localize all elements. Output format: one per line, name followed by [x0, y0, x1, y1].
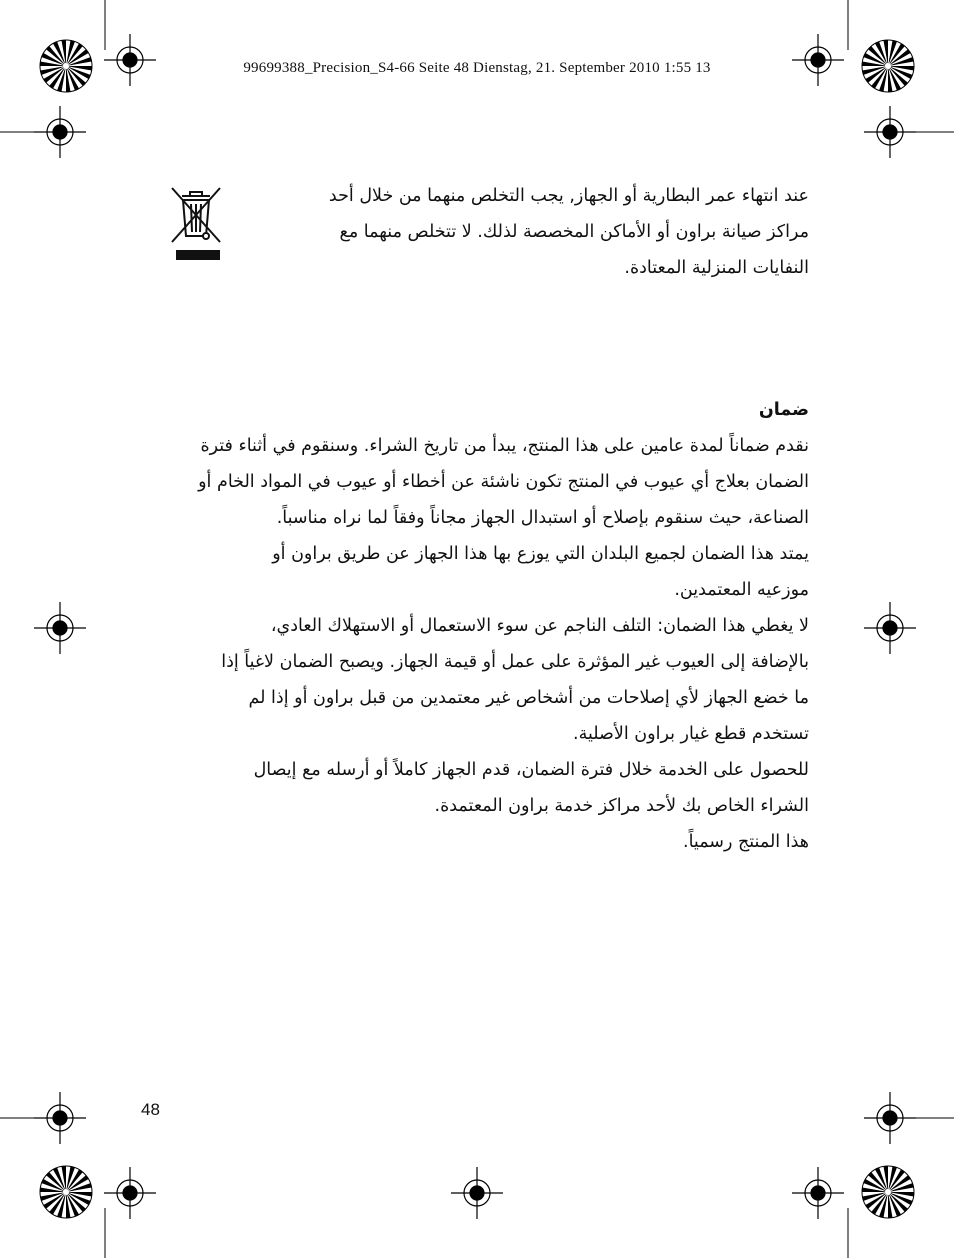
guarantee-line: هذا المنتج رسمياً. [683, 832, 809, 852]
registration-cross-icon [104, 1167, 156, 1219]
guarantee-line: موزعيه المعتمدين. [674, 580, 809, 600]
guarantee-line: نقدم ضماناً لمدة عامين على هذا المنتج، يبدأ من تاريخ الشراء. وسنقوم في أثناء فترة [200, 436, 809, 456]
registration-cross-icon [864, 106, 916, 158]
guarantee-line: تستخدم قطع غيار براون الأصلية. [573, 724, 809, 744]
guarantee-title: ضمان [758, 400, 809, 420]
registration-cross-icon [451, 1167, 503, 1219]
registration-cross-icon [34, 106, 86, 158]
disposal-notice [249, 178, 809, 286]
registration-cross-icon [34, 1092, 86, 1144]
color-calibration-target-icon [862, 1166, 914, 1218]
color-calibration-target-icon [40, 1166, 92, 1218]
crossed-out-wheelie-bin-icon [168, 184, 224, 264]
registration-cross-icon [864, 602, 916, 654]
disposal-line: مراكز صيانة براون أو الأماكن المخصصة لذلك. لا تتخلص منهما مع [339, 222, 809, 242]
registration-cross-icon [864, 1092, 916, 1144]
print-slug-line: 99699388_Precision_S4-66 Seite 48 Dienstag, 21. September 2010 1:55 13 [243, 60, 711, 76]
guarantee-line: الشراء الخاص بك لأحد مراكز خدمة براون المعتمدة. [434, 796, 809, 816]
registration-cross-icon [792, 1167, 844, 1219]
disposal-line: عند انتهاء عمر البطارية أو الجهاز, يجب التخلص منهما من خلال أحد [328, 186, 809, 206]
guarantee-line: الضمان بعلاج أي عيوب في المنتج تكون ناشئة عن أخطاء أو عيوب في المواد الخام أو [198, 472, 809, 492]
guarantee-section [129, 392, 809, 860]
guarantee-line: الصناعة، حيث سنقوم بإصلاح أو استبدال الجهاز مجاناً وفقاً لما نراه مناسباً. [276, 508, 809, 528]
registration-cross-icon [34, 602, 86, 654]
page-number: 48 [141, 1100, 160, 1119]
guarantee-line: يمتد هذا الضمان لجميع البلدان التي يوزع بها هذا الجهاز عن طريق براون أو [272, 544, 809, 564]
guarantee-line: للحصول على الخدمة خلال فترة الضمان، قدم الجهاز كاملاً أو أرسله مع إيصال [253, 760, 809, 780]
guarantee-line: ما خضع الجهاز لأي إصلاحات من أشخاص غير معتمدين من قبل براون أو إذا لم [248, 688, 809, 708]
disposal-line: النفايات المنزلية المعتادة. [624, 258, 809, 278]
guarantee-line: بالإضافة إلى العيوب غير المؤثرة على عمل أو قيمة الجهاز. ويصبح الضمان لاغياً إذا [221, 652, 809, 672]
guarantee-line: لا يغطي هذا الضمان: التلف الناجم عن سوء الاستعمال أو الاستهلاك العادي، [270, 616, 809, 636]
